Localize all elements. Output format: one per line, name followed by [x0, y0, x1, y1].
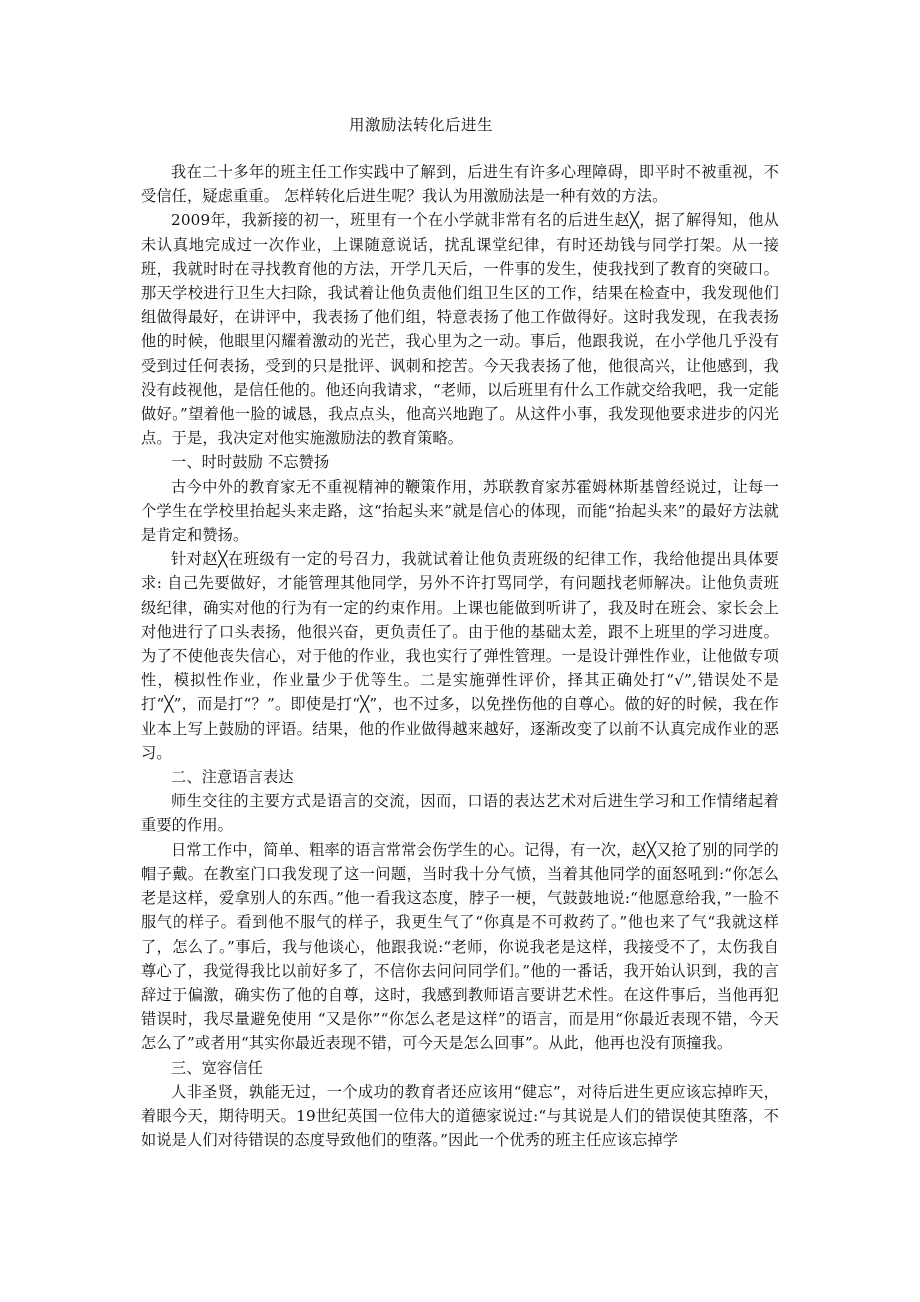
- document-body: [141, 160, 779, 1152]
- paragraph-story: 2009年，我新接的初一，班里有一个在小学就非常有名的后进生赵╳，据了解得知，他从未认真地完成过一次作业，上课随意说话，扰乱课堂纪律，有时还劫钱与同学打架。从一接班，我就时时在寻找教育他的方法，开学几天后，一件事的发生，使我找到了教育的突破口。那天学校进行卫生大扫除，我试着让他负责他们组卫生区的工作，结果在检查中，我发现他们组做得最好，在讲评中，我表扬了他们组，特意表扬了他工作做得好。这时我发现，在我表扬他的时候，他眼里闪耀着激动的光芒，我心里为之一动。事后，他跟我说，在小学他几乎没有受到过任何表扬，受到的只是批评、讽刺和挖苦。今天我表扬了他，他很高兴，让他感到，我没有歧视他，是信任他的。他还向我请求，“老师，以后班里有什么工作就交给我吧，我一定能做好。”望着他一脸的诚恳，我点点头，他高兴地跑了。从这件小事，我发现他要求进步的闪光点。于是，我决定对他实施激励法的教育策略。: [141, 211, 779, 448]
- paragraph-section-3a: 人非圣贤，孰能无过，一个成功的教育者还应该用“健忘”，对待后进生更应该忘掉昨天，着眼今天，期待明天。19世纪英国一位伟大的道德家说过:“与其说是人们的错误使其堕落，不如说是人们对待错误的态度导致他们的堕落。”因此一个优秀的班主任应该忘掉学: [141, 1082, 779, 1150]
- paragraph-intro: 我在二十多年的班主任工作实践中了解到，后进生有许多心理障碍，即平时不被重视，不受信任，疑虑重重。 怎样转化后进生呢？我认为用激励法是一种有效的方法。: [141, 163, 779, 206]
- document-title: 用激励法转化后进生: [348, 116, 493, 134]
- paragraph-section-1a: 古今中外的教育家无不重视精神的鞭策作用，苏联教育家苏霍姆林斯基曾经说过，让每一个学生在学校里抬起头来走路，这“抬起头来”就是信心的体现，而能“抬起头来”的最好方法就是肯定和赞扬。: [141, 477, 779, 545]
- paragraph-section-1b: 针对赵╳在班级有一定的号召力，我就试着让他负责班级的纪律工作，我给他提出具体要求: 自己先要做好，才能管理其他同学，另外不许打骂同学，有问题找老师解决。让他负责班级纪律，确实对他的行为有一定的约束作用。上课也能做到听讲了，我及时在班会、家长会上对他进行了口头表扬，他很兴奋，更负责任了。由于他的基础太差，跟不上班里的学习进度。为了不使他丧失信心，对于他的作业，我也实行了弹性管理。一是设计弹性作业，让他做专项性，模拟性作业，作业量少于优等生。二是实施弹性评价，择其正确处打“√”,错误处不是打“╳”，而是打“？”。即使是打“╳”，也不过多，以免挫伤他的自尊心。做的好的时候，我在作业本上写上鼓励的评语。结果，他的作业做得越来越好，逐渐改变了以前不认真完成作业的恶习。: [141, 550, 779, 762]
- section-heading-1: 一、时时鼓励 不忘赞扬: [171, 453, 330, 472]
- paragraph-section-2a: 师生交往的主要方式是语言的交流，因而，口语的表达艺术对后进生学习和工作情绪起着重要的作用。: [141, 792, 779, 835]
- section-heading-3: 三、宽容信任: [171, 1058, 264, 1077]
- section-heading-2: 二、注意语言表达: [171, 768, 294, 787]
- paragraph-section-2b: 日常工作中，简单、粗率的语言常常会伤学生的心。记得，有一次，赵╳又抢了别的同学的帽子戴。在教室门口我发现了这一问题，当时我十分气愤，当着其他同学的面怒吼到:“你怎么老是这样，爱拿别人的东西。”他一看我这态度，脖子一梗，气鼓鼓地说:“他愿意给我，”一脸不服气的样子。看到他不服气的样子，我更生气了“你真是不可救药了。”他也来了气“我就这样了，怎么了。”事后，我与他谈心，他跟我说:“老师，你说我老是这样，我接受不了，太伤我自尊心了，我觉得我比以前好多了，不信你去问问同学们。”他的一番话，我开始认识到，我的言辞过于偏激，确实伤了他的自尊，这时，我感到教师语言要讲艺术性。在这件事后，当他再犯错误时，我尽量避免使用 “又是你”“你怎么老是这样”的语言，而是用“你最近表现不错，今天怎么了”或者用“其实你最近表现不错，可今天是怎么回事”。从此，他再也没有顶撞我。: [141, 840, 779, 1053]
